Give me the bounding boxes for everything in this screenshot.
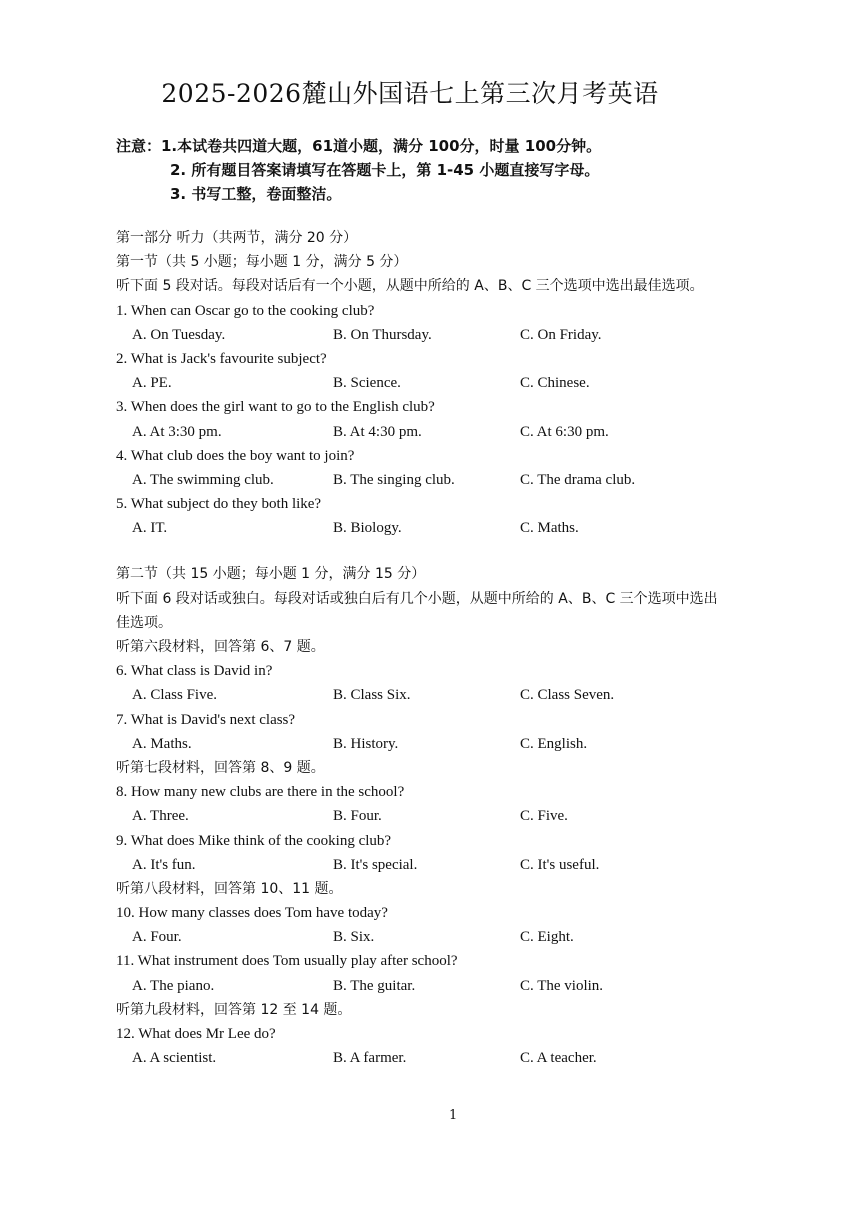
- group-intro: 听第七段材料，回答第 8、9 题。: [116, 759, 325, 776]
- option-b: B. On Thursday.: [333, 326, 432, 343]
- option-a: A. On Tuesday.: [132, 326, 226, 343]
- page-title: 2025-2026麓山外国语七上第三次月考英语: [161, 79, 659, 108]
- options-row: [116, 804, 766, 828]
- option-c: C. Eight.: [520, 929, 574, 946]
- option-a: A. At 3:30 pm.: [132, 423, 222, 440]
- options-row: [116, 468, 766, 492]
- note-1: 注意：1.本试卷共四道大题，61道小题，满分 100分，时量 100分钟。: [116, 137, 602, 155]
- exam-notes: [116, 134, 601, 206]
- option-a: A. The swimming club.: [132, 471, 274, 488]
- option-b: B. Science.: [333, 375, 401, 392]
- option-a: A. A scientist.: [132, 1050, 217, 1067]
- option-a: A. Class Five.: [132, 687, 218, 704]
- options-row: [116, 420, 766, 444]
- question-text: 4. What club does the boy want to join?: [116, 447, 355, 464]
- question-text: 6. What class is David in?: [116, 663, 273, 680]
- option-a: A. IT.: [132, 520, 168, 537]
- options-row: [116, 683, 766, 707]
- option-b: B. Six.: [333, 929, 375, 946]
- note-3: 3. 书写工整，卷面整洁。: [170, 185, 342, 203]
- option-b: B. A farmer.: [333, 1050, 407, 1067]
- option-c: C. It's useful.: [520, 856, 600, 873]
- option-a: A. Four.: [132, 929, 182, 946]
- option-c: C. English.: [520, 735, 588, 752]
- question-text: 12. What does Mr Lee do?: [116, 1026, 276, 1042]
- option-c: C. On Friday.: [520, 326, 602, 343]
- question-text: 3. When does the girl want to go to the English club?: [116, 399, 435, 416]
- option-c: C. Five.: [520, 808, 568, 825]
- section1-instruction: 听下面 5 段对话。每段对话后有一个小题，从题中所给的 A、B、C 三个选项中选出最佳选项。: [116, 278, 704, 295]
- note-2: 2. 所有题目答案请填写在答题卡上，第 1-45 小题直接写字母。: [170, 161, 600, 179]
- question-text: 5. What subject do they both like?: [116, 496, 322, 513]
- option-a: A. Maths.: [132, 735, 192, 752]
- question-text: 11. What instrument does Tom usually play after school?: [116, 953, 458, 970]
- part1-heading: 第一部分 听力（共两节，满分 20 分）: [116, 230, 358, 246]
- options-row: [116, 323, 766, 347]
- option-c: C. Chinese.: [520, 375, 590, 392]
- options-row: [116, 853, 766, 877]
- option-c: C. Class Seven.: [520, 687, 615, 704]
- group-intro: 听第六段材料，回答第 6、7 题。: [116, 639, 325, 655]
- option-c: C. A teacher.: [520, 1050, 597, 1067]
- option-a: A. It's fun.: [132, 856, 196, 873]
- options-row: [116, 371, 766, 395]
- options-row: [116, 974, 766, 998]
- option-c: C. At 6:30 pm.: [520, 423, 609, 440]
- exam-content: [116, 226, 766, 1070]
- option-a: A. PE.: [132, 375, 172, 392]
- section1-heading: 第一节（共 5 小题；每小题 1 分，满分 5 分）: [116, 254, 408, 271]
- option-b: B. The guitar.: [333, 977, 416, 994]
- option-b: B. It's special.: [333, 856, 418, 873]
- question-text: 9. What does Mike think of the cooking club?: [116, 832, 392, 849]
- section-gap: [116, 540, 766, 562]
- option-b: B. The singing club.: [333, 471, 455, 488]
- question-text: 10. How many classes does Tom have today?: [116, 905, 388, 922]
- page-number: 1: [449, 1108, 458, 1123]
- options-row: [116, 516, 766, 540]
- option-b: B. Biology.: [333, 520, 402, 537]
- group-intro: 听第八段材料，回答第 10、11 题。: [116, 880, 343, 897]
- options-row: [116, 925, 766, 949]
- question-text: 7. What is David's next class?: [116, 711, 296, 728]
- option-a: A. The piano.: [132, 977, 215, 994]
- question-text: 1. When can Oscar go to the cooking club?: [116, 302, 375, 319]
- options-row: [116, 1046, 766, 1070]
- option-a: A. Three.: [132, 808, 189, 825]
- options-row: [116, 732, 766, 756]
- option-b: B. At 4:30 pm.: [333, 423, 422, 440]
- section2-instruction: 听下面 6 段对话或独白。每段对话或独白后有几个小题，从题中所给的 A、B、C 三个选项中选出: [116, 590, 718, 607]
- question-text: 8. How many new clubs are there in the school?: [116, 784, 405, 801]
- group-intro: 听第九段材料，回答第 12 至 14 题。: [116, 1001, 352, 1018]
- section2-instruction-cont: 佳选项。: [116, 614, 172, 631]
- question-text: 2. What is Jack's favourite subject?: [116, 350, 327, 367]
- option-c: C. Maths.: [520, 520, 579, 537]
- section2-heading: 第二节（共 15 小题；每小题 1 分，满分 15 分）: [116, 566, 426, 583]
- option-b: B. Class Six.: [333, 687, 411, 704]
- option-c: C. The violin.: [520, 977, 604, 994]
- option-b: B. Four.: [333, 808, 382, 825]
- option-c: C. The drama club.: [520, 471, 636, 488]
- option-b: B. History.: [333, 735, 399, 752]
